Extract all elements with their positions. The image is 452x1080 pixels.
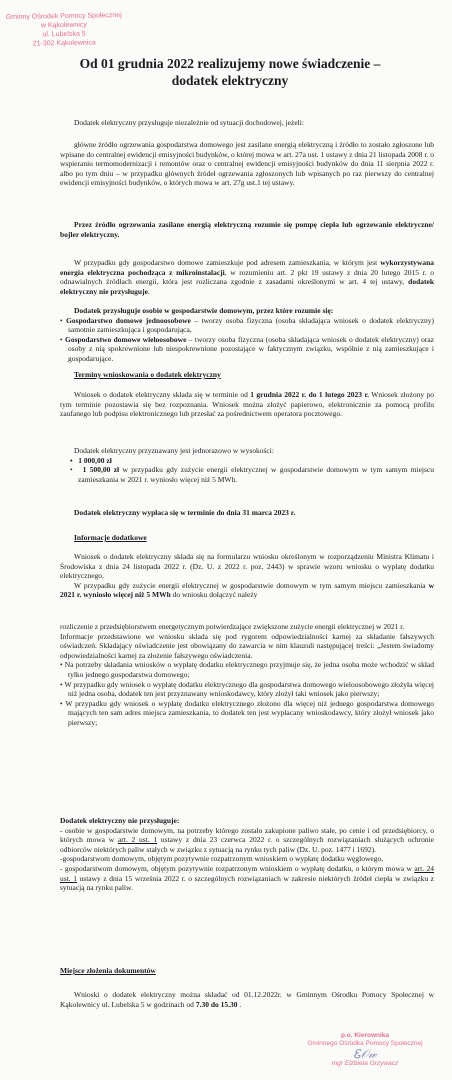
amounts-block — [60, 446, 434, 484]
text-span: . — [237, 999, 242, 1009]
text-span: do wniosku dołączyć należy — [170, 590, 258, 600]
text-span: - osobie w gospodarstwie domowym, na potrzeby którego zostało zakupione paliwo stałe, po cenie i od przedsiębiorcy, o których mowa w — [60, 825, 434, 845]
text-span-bold: dodatek elektryczny nie przysługuje — [60, 277, 434, 296]
section-heading-info: Informacje dodatkowe — [74, 533, 147, 542]
paragraph-settlement: rozliczenie z przedsiębiorstwem energetycznym potwierdzające zwiększone zużycie energii elektrycznej w 2021 r. — [60, 622, 405, 631]
intro-text: Dodatek elektryczny przysługuje niezależnie od sytuacji dochodowej, jeżeli: — [74, 118, 304, 127]
payout-deadline: Dodatek elektryczny wypłaca się w terminie do dnia 31 marca 2023 r. — [74, 508, 296, 517]
stamp-line: ul. Lubelska 5 — [42, 30, 86, 39]
title-line-2: dodatek elektryczny — [171, 73, 289, 88]
list-item: • Na potrzeby składania wniosków o wypłatę dodatku elektrycznego przyjmuje się, że jedna osoba może wchodzić w skład tylko jednego gospodarstwa domowego; — [60, 660, 434, 679]
text-span: ustawy z dnia 15 września 2022 r. o szczególnych rozwiązaniach w zakresie niektórych źródeł ciepła w związku z sytuacją na rynku paliw. — [60, 873, 434, 893]
list-item: • W przypadku gdy wniosek o wypłatę dodatku elektrycznego złożono dla więcej niż jednego gospodarstwa domowego mających ten sam adres miejsca zamieszkania, to dodatek ten jest wypłacany wnioskodawcy, który złożył wniosek jako pierwszy; — [60, 698, 434, 727]
text-span: ustawy z dnia 23 czerwca 2022 r. o szczególnych rozwiązaniach służących ochronie odbiorców niektórych paliw stałych w związku z sytuacją na rynku tych paliw (Dz. U. poz. 1477 i 1692). — [60, 835, 435, 854]
text-span: Wniosek o dodatek elektryczny składa się w terminie od — [74, 390, 251, 399]
text-span: , w rozumieniu art. 2 pkt 19 ustawy z dnia 20 lutego 2015 r. o odnawialnych źródłach energii, która jest rozliczana zgodnie z zasadami określonymi w art. 4 tej ustawy, — [60, 267, 434, 287]
page-title — [40, 55, 420, 89]
text-span-bold: Gospodarstwo domowe jednoosobowe — [66, 315, 191, 325]
office-stamp-top — [4, 11, 125, 49]
amount-1: 1 000,00 zł — [78, 455, 112, 465]
text-span: Wniosek o dodatek elektryczny składa się na formularzu wniosku określonym w rozporządzeniu Ministra Klimatu i Środowiska z dnia 24 listopada 2022 r. (Dz. U. z 2022 r. poz. 2443) w sprawie wzoru wniosku o wypłatę dodatku elektrycznego. — [60, 552, 434, 581]
text-span: W przypadku gdy wniosek o wypłatę dodatku elektrycznego złożono dla więcej niż jednego gospodarstwa domowego mających ten sam adres miejsca zamieszkania, to dodatek ten jest wypłacany wnioskodawcy, który złożył wniosek jako pierwszy; — [65, 698, 434, 727]
section-heading-not-eligible: Dodatek elektryczny nie przysługuje: — [60, 816, 180, 825]
paragraph-false-statements: Informacje przedstawione we wniosku składa się pod rygorem odpowiedzialności karnej za składanie fałszywych oświadczeń. Składający oświadczenie jest obowiązany do zawarcia w nim klauzuli następującej treści: „Jestem świadomy odpowiedzialności karnej za złożenie fałszywego oświadczenia. — [60, 631, 434, 660]
text-span-bold: w 2021 r. wyniosło więcej niż 5 MWh — [60, 580, 434, 600]
list-item — [60, 826, 434, 855]
list-item: • 1 000,00 zł — [70, 455, 112, 465]
section-heading-deadlines: Terminy wnioskowania o dodatek elektryczny — [74, 370, 221, 379]
text-span: W przypadku gdy wniosek o wypłatę dodatku elektrycznego dla gospodarstwa domowego wieloosobowego złożyła więcej niż jedna osoba, dodatek ten jest przyznawany wnioskodawcy, który złożył taki wniosek jako pierwszy; — [64, 679, 434, 699]
text-span: Na potrzeby składania wniosków o wypłatę dodatku elektrycznego przyjmuje się, że jedna osoba może wchodzić w skład tylko jednego gospodarstwa domowego; — [64, 660, 434, 679]
paragraph-main-source: główne źródło ogrzewania gospodarstwa domowego jest zasilane energią elektryczną i źródło to zostało zgłoszone lub wpisane do centralnej ewidencji emisyjności budynków, o której mowa w art. 27a ust. 1 ustawy z dnia 21 listopada 2008 r. o wspieraniu termomodernizacji i remontów oraz o centralnej ewidencji emisyjności budynków do dnia 11 sierpnia 2022 r. albo po tym dniu – w przypadku głównych źródeł ogrzewania zgłoszonych lub wpisanych po raz pierwszy do centralnej ewidencji emisyjności budynków, o których mowa w art. 27g ust.1 tej ustawy. — [60, 140, 434, 188]
section-heading-location: Miejsce złożenia dokumentów — [60, 966, 156, 975]
stamp-line: Gminny Ośrodek Pomocy Społecznej — [5, 11, 122, 22]
not-eligible-block — [60, 816, 434, 893]
stamp-line: Gminnego Ośrodka Pomocy Społecznej — [307, 1040, 423, 1047]
text-span: W przypadku gdy zużycie energii elektrycznej w gospodarstwie domowym w tym samym miejscu zamieszkania — [74, 580, 429, 590]
stamp-line: w Kąkolewnicy — [40, 21, 87, 30]
info-details — [60, 622, 434, 728]
text-span-bold: wykorzystywana energia elektryczna pochodząca z mikroinstalacji — [60, 258, 434, 277]
paragraph-consumption — [60, 581, 434, 600]
amount-2: 1 500,00 zł — [82, 465, 120, 475]
household-definitions — [60, 306, 434, 364]
text-span: - gospodarstwom domowym, objętym pozytywnie rozpatrzonym wnioskiem o wypłatę dodatku, o którym mowa w — [60, 863, 415, 873]
text-span: Wniosek złożony po tym terminie pozostawia się bez rozpoznania. Wniosek można złożyć papierowo, elektronicznie za pomocą profilu zaufanego lub podpisu elektronicznego lub przesłać za pośrednictwem operatora pocztowego. — [60, 390, 434, 419]
paragraph-definition: Przez źródło ogrzewania zasilane energią elektryczną rozumie się pompę ciepła lub ogrzewanie elektryczne/ bojler elektryczny. — [60, 220, 434, 239]
text-span-bold: 1 grudnia 2022 r. do 1 lutego 2023 r. — [250, 390, 369, 399]
text-span: Wnioski o dodatek elektryczny można składać od 01.12.2022r. w Gminnym Ośrodku Pomocy Społecznej w Kąkolewnicy ul. Lubelska 5 w godzinach od — [60, 990, 434, 1009]
list-item — [60, 864, 434, 893]
text-span-bold: 7.30 do 15.30 — [195, 999, 238, 1009]
list-item: • W przypadku gdy wniosek o wypłatę dodatku elektrycznego dla gospodarstwa domowego wieloosobowego złożyła więcej niż jedna osoba, dodatek ten jest przyznawany wnioskodawcy, który złożył taki wniosek jako pierwszy; — [60, 679, 434, 699]
list-item: -gospodarstwom domowym, objętym pozytywnie rozpatrzonym wnioskiem o wypłatę dodatku węglowego, — [60, 854, 384, 864]
list-item: • 1 500,00 zł w przypadku gdy zużycie energii elektrycznej w gospodarstwie domowym w tym samym miejscu zamieszkania w 2021 r. wyniosło więcej niż 5 MWh. — [70, 465, 434, 484]
household-heading: Dodatek przysługuje osobie w gospodarstwie domowym, przez które rozumie się: — [74, 306, 334, 315]
paragraph-deadlines — [60, 390, 434, 419]
stamp-line: mgr Elżbieta Grzywacz — [331, 1060, 399, 1067]
list-item: • Gospodarstwo domowe jednoosobowe – tworzy osoba fizyczna (osoba składająca wniosek o dodatek elektryczny) samotnie zamieszkująca i gospodarująca, — [60, 315, 434, 335]
text-span: – tworzy osoba fizyczna (osoba składająca wniosek o dodatek elektryczny) oraz osoby z nią spokrewnione lub niespokrewnione pozostające w faktycznym związku, wspólnie z nią zamieszkujące i gospodarujące. — [68, 334, 434, 363]
text-span: . — [147, 286, 150, 296]
text-span-bold: Gospodarstwo domowe wieloosobowe — [65, 334, 187, 344]
paragraph-form — [60, 552, 434, 600]
text-span: w przypadku gdy zużycie energii elektrycznej w gospodarstwie domowym w tym samym miejscu zamieszkania w 2021 r. wyniosło więcej niż 5 MWh. — [78, 465, 434, 484]
signature-scribble: Ꮛ𝒪𝓌 — [353, 1047, 377, 1061]
text-span: W przypadku gdy gospodarstwo domowe zamieszkuje pod adresem zamieszkania, w którym jest — [74, 258, 381, 267]
stamp-line: 21-302 Kąkolewnica — [32, 39, 96, 48]
text-span: – tworzy osoba fizyczna (osoba składająca wniosek o dodatek elektryczny) samotnie zamieszkująca i gospodarująca, — [68, 315, 434, 335]
stamp-line: p.o. Kierownika — [340, 1032, 390, 1039]
law-link[interactable]: art. 2 ust. 1 — [117, 835, 158, 845]
paragraph-location — [60, 990, 434, 1009]
amounts-intro: Dodatek elektryczny przyznawany jest jednorazowo w wysokości: — [74, 446, 274, 455]
law-link[interactable]: art. 24 ust. 1 — [60, 863, 434, 883]
signature-stamp — [300, 1032, 430, 1068]
title-line-1: Od 01 grudnia 2022 realizujemy nowe świadczenie – — [79, 56, 381, 71]
paragraph-microinstallation — [60, 258, 434, 296]
list-item: • Gospodarstwo domowe wieloosobowe – tworzy osoba fizyczna (osoba składająca wniosek o dodatek elektryczny) oraz osoby z nią spokrewnione lub niespokrewnione pozostające w faktycznym związku, wspólnie z nią zamieszkujące i gospodarujące. — [60, 334, 434, 363]
